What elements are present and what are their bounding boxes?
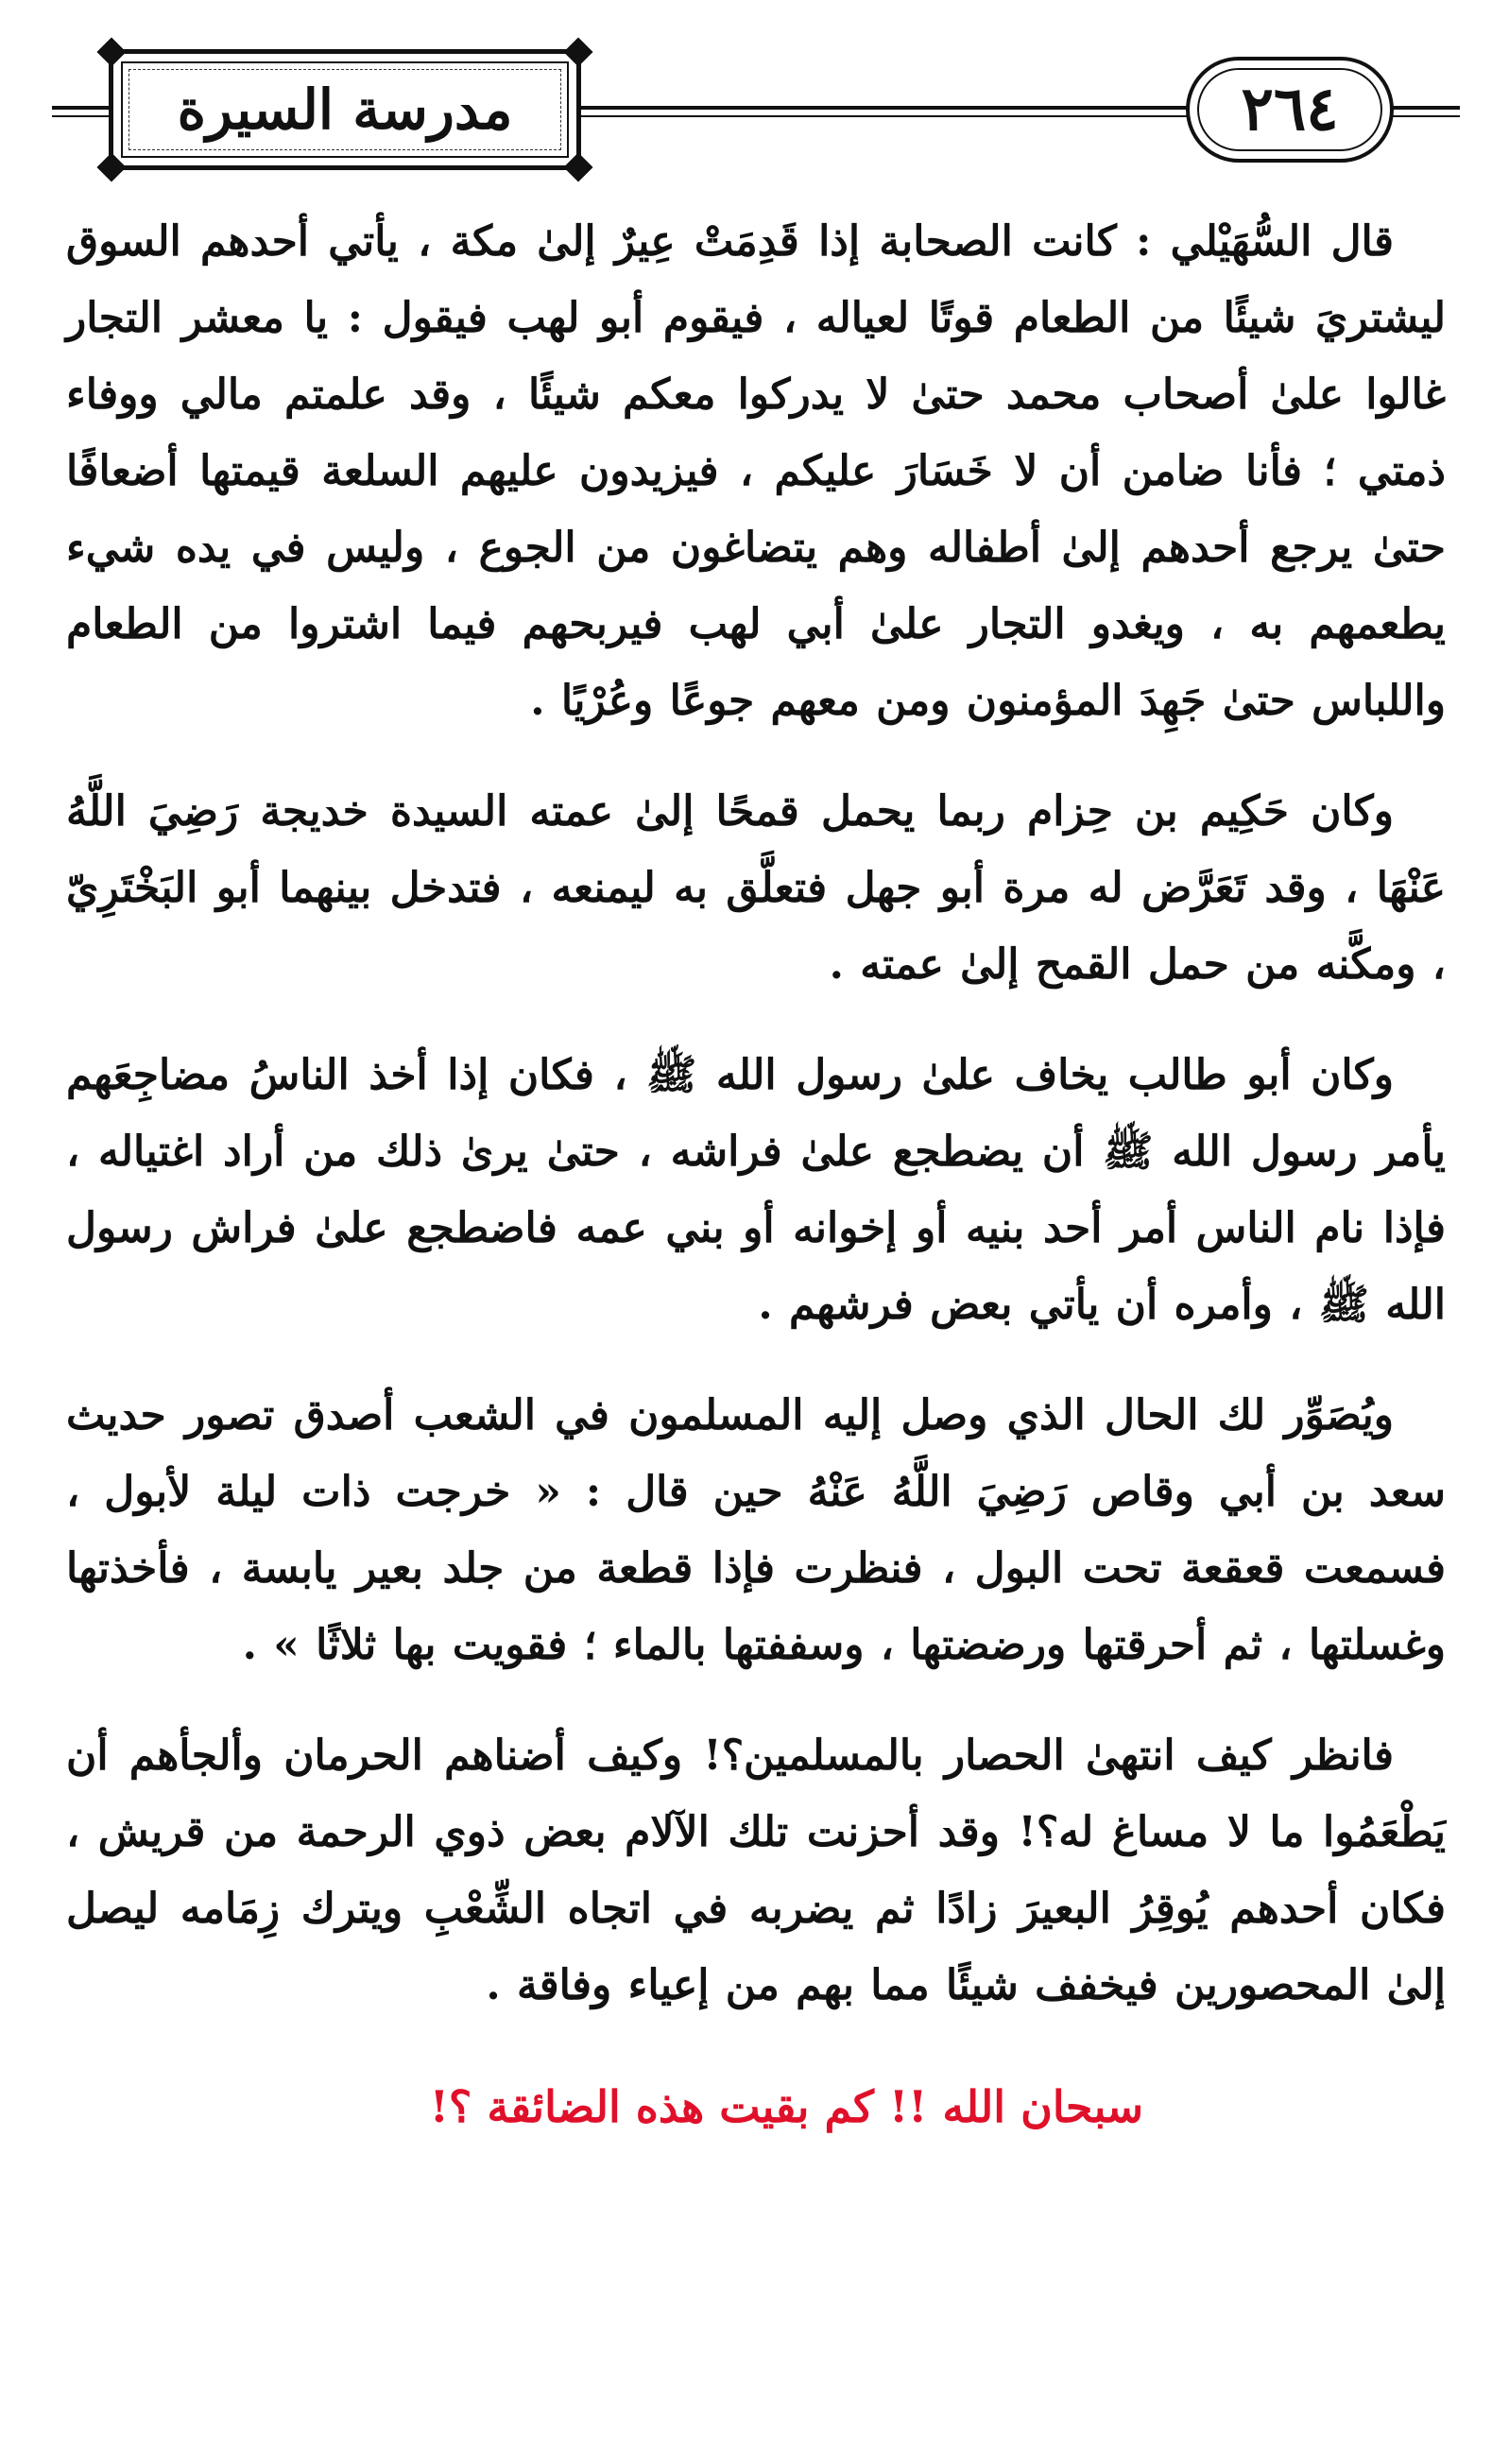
book-title: مدرسة السيرة bbox=[161, 82, 530, 137]
page-header bbox=[52, 49, 1460, 172]
paragraph: فانظر كيف انتهىٰ الحصار بالمسلمين؟! وكيف أضناهم الحرمان وألجأهم أن يَطْعَمُوا ما لا مساغ له؟! وقد أحزنت تلك الآلام بعض ذوي الرحمة من قريش ، فكان أحدهم يُوقِرُ البعيرَ زادًا ثم يضربه في اتجاه الشِّعْبِ ويترك زِمَامه ليصل إلىٰ المحصورين فيخفف شيئًا مما بهم من إعياء وفاقة . bbox=[66, 1732, 1446, 2009]
frame-corner-ornament bbox=[96, 37, 126, 66]
paragraph: وكان حَكِيم بن حِزام ربما يحمل قمحًا إلىٰ عمته السيدة خديجة رَضِيَ اللَّهُ عَنْهَا ، وقد تَعَرَّض له مرة أبو جهل فتعلَّق به ليمنعه ، فتدخل بينهما أبو البَخْتَرِيّ ، ومكَّنه من حمل القمح إلىٰ عمته . bbox=[66, 787, 1446, 989]
page-body bbox=[66, 203, 1446, 2145]
paragraph: ويُصَوِّر لك الحال الذي وصل إليه المسلمون في الشعب أصدق تصور حديث سعد بن أبي وقاص رَضِيَ اللَّهُ عَنْهُ حين قال : « خرجت ذات ليلة لأبول ، فسمعت قعقعة تحت البول ، فنظرت فإذا قطعة من جلد بعير يابسة ، فأخذتها وغسلتها ، ثم أحرقتها ورضضتها ، وسففتها بالماء ؛ فقويت بها ثلاثًا » . bbox=[66, 1391, 1446, 1669]
frame-corner-ornament bbox=[563, 37, 592, 66]
paragraph: وكان أبو طالب يخاف علىٰ رسول الله ﷺ ، فكان إذا أخذ الناسُ مضاجِعَهم يأمر رسول الله ﷺ أن يضطجع علىٰ فراشه ، حتىٰ يرىٰ ذلك من أراد اغتياله ، فإذا نام الناس أمر أحد بنيه أو إخوانه أو بني عمه فاضطجع علىٰ فراش رسول الله ﷺ ، وأمره أن يأتي بعض فرشهم . bbox=[66, 1051, 1446, 1329]
paragraph: قال السُّهَيْلي : كانت الصحابة إذا قَدِمَتْ عِيرٌ إلىٰ مكة ، يأتي أحدهم السوق ليشتريَ شيئًا من الطعام قوتًا لعياله ، فيقوم أبو لهب فيقول : يا معشر التجار غالوا علىٰ أصحاب محمد حتىٰ لا يدركوا معكم شيئًا ، وقد علمتم مالي ووفاء ذمتي ؛ فأنا ضامن أن لا خَسَارَ عليكم ، فيزيدون عليهم السلعة قيمتها أضعافًا حتىٰ يرجع أحدهم إلىٰ أطفاله وهم يتضاغون من الجوع ، وليس في يده شيء يطعمهم به ، ويغدو التجار علىٰ أبي لهب فيربحهم فيما اشتروا من الطعام واللباس حتىٰ جَهِدَ المؤمنون ومن معهم جوعًا وعُرْيًا . bbox=[66, 217, 1446, 725]
page-number-frame bbox=[1186, 57, 1394, 163]
closing-exclamation: سبحان الله !! كم بقيت هذه الضائقة ؟! bbox=[429, 2081, 1143, 2132]
frame-corner-ornament bbox=[96, 152, 126, 181]
book-title-frame bbox=[109, 49, 581, 170]
page-number: ٢٦٤ bbox=[1241, 74, 1339, 145]
frame-corner-ornament bbox=[563, 152, 592, 181]
